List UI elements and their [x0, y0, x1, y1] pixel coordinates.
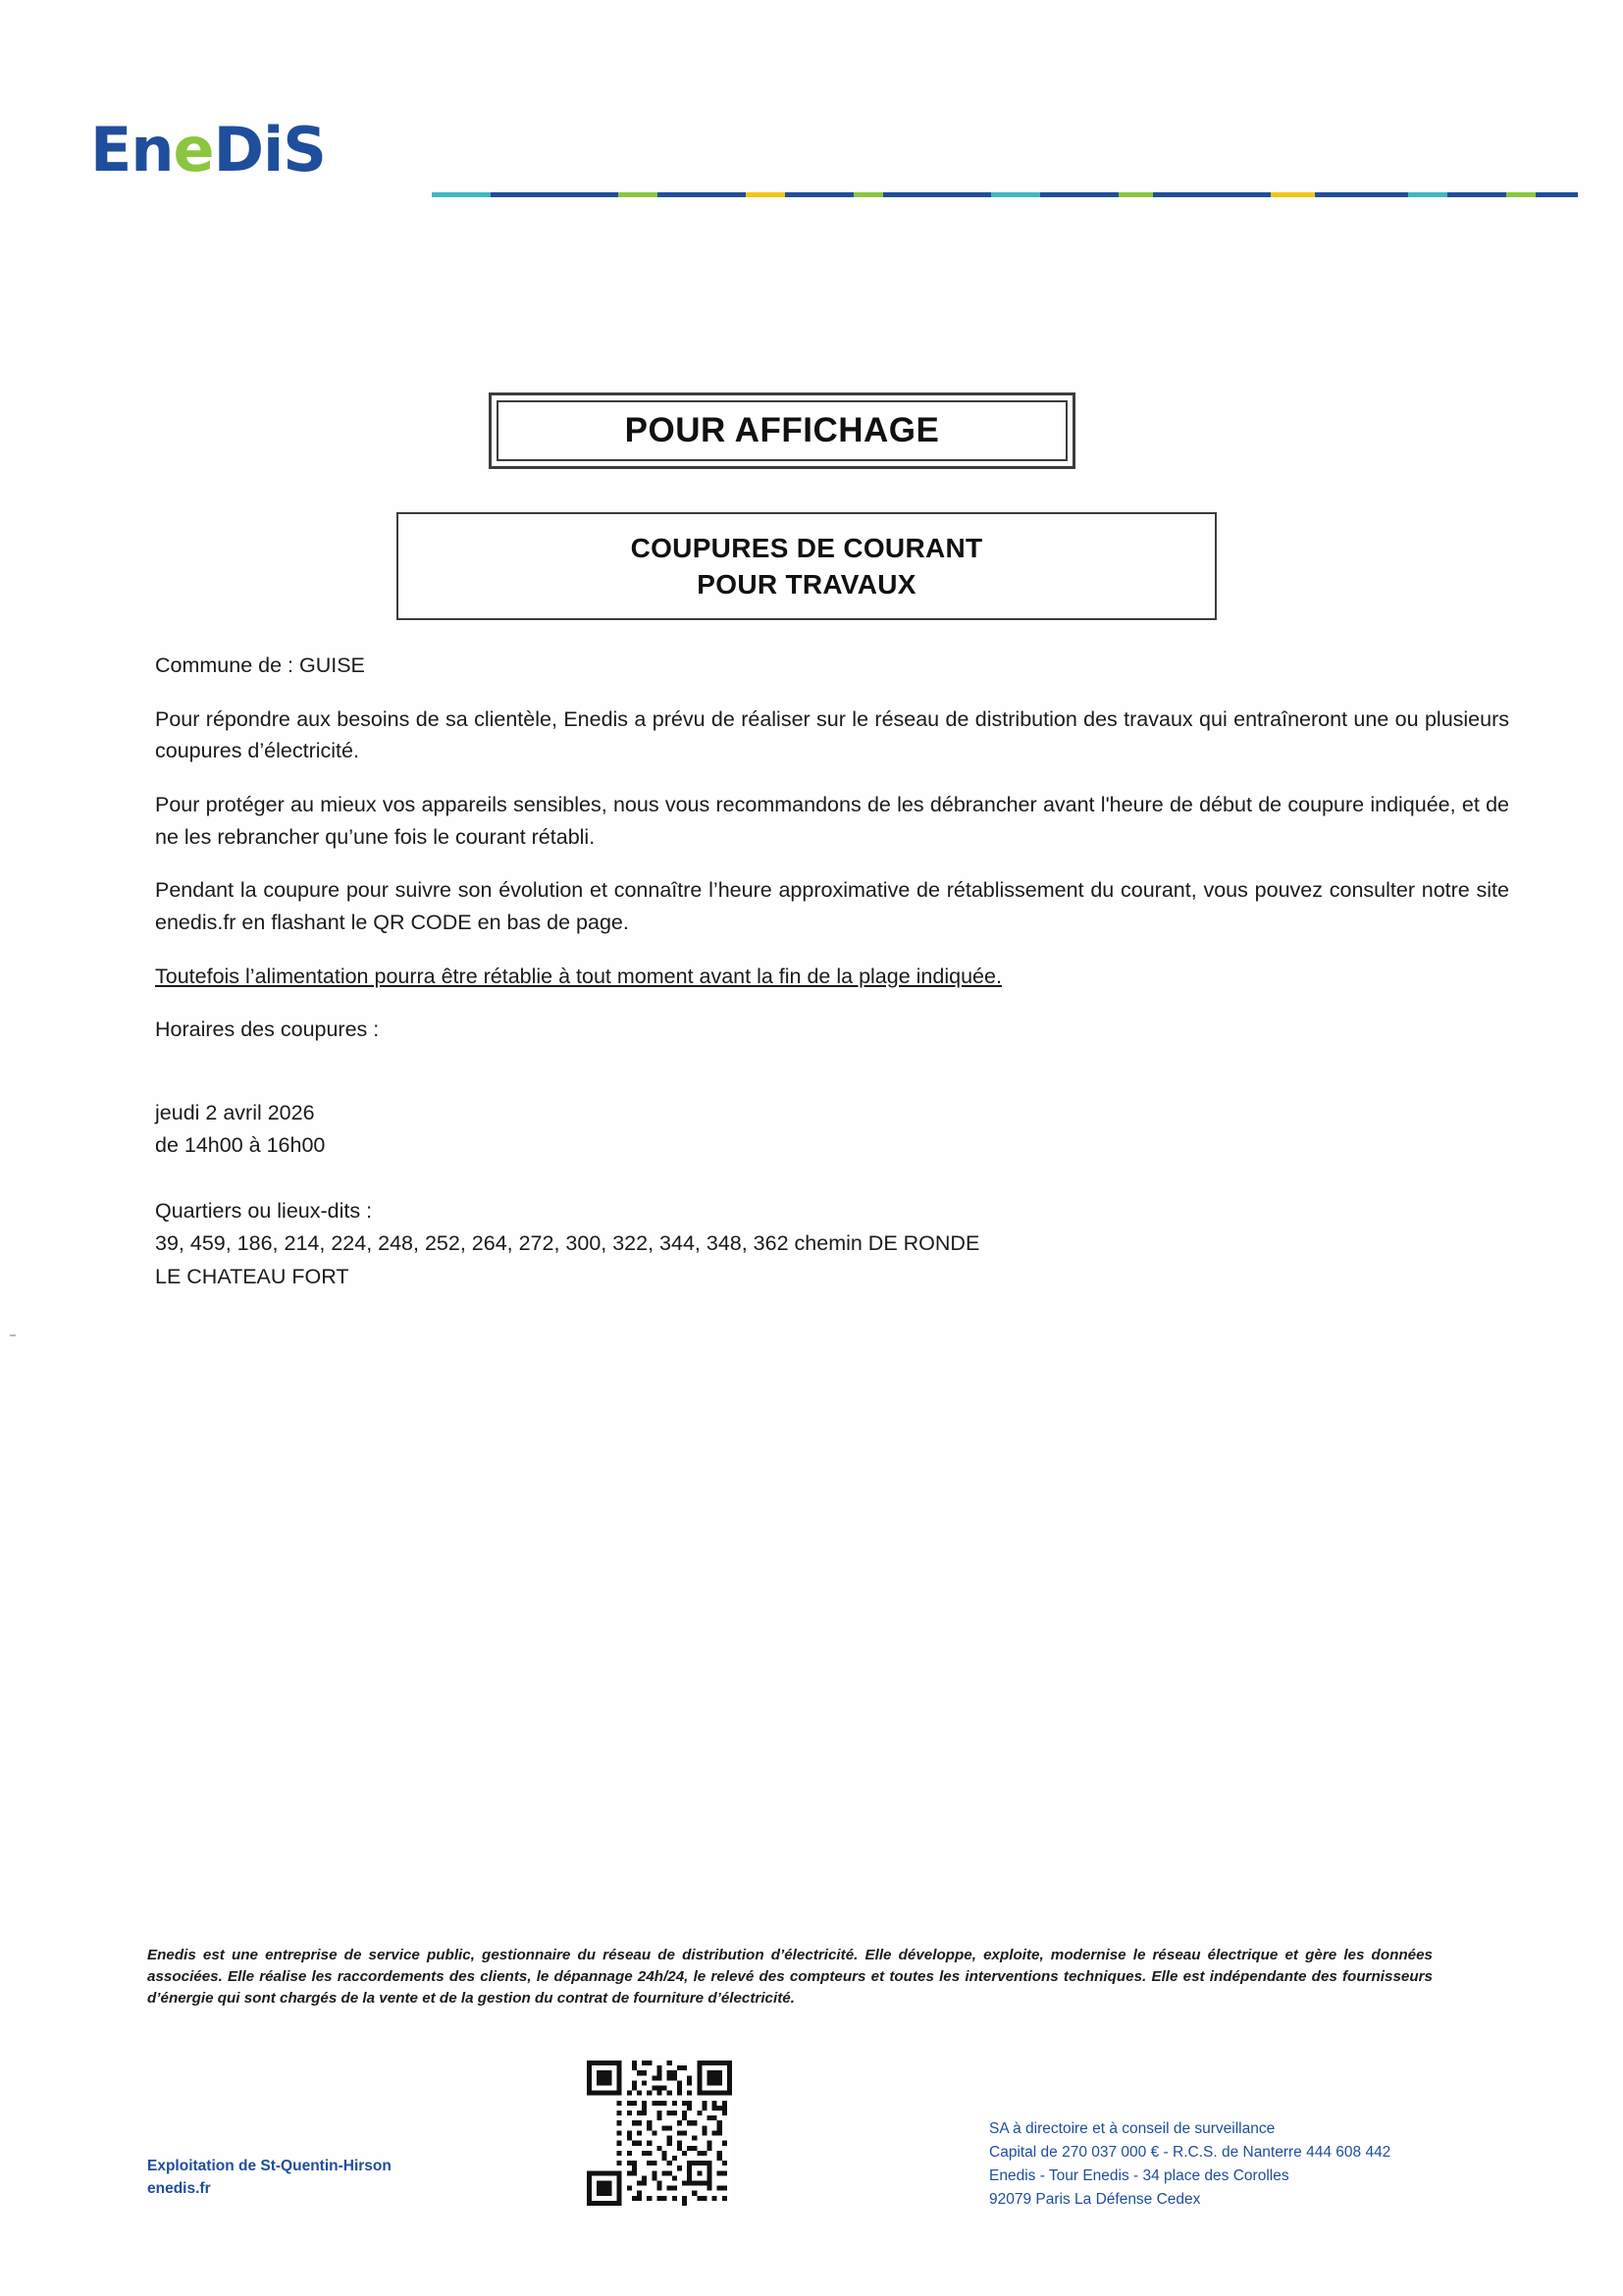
footer-right: [989, 2117, 1390, 2212]
quartiers-line-1: 39, 459, 186, 214, 224, 248, 252, 264, 272, 300, 322, 344, 348, 362 chemin DE RONDE: [155, 1231, 980, 1256]
logo-part-e: e: [173, 114, 214, 185]
paragraph-3: Pendant la coupure pour suivre son évolution et connaître l’heure approximative de rétablissement du courant, vous pouvez consulter notre site enedis.fr en flashant le QR CODE en bas de page.: [155, 878, 1509, 935]
schedule-block: [155, 1097, 1431, 1163]
quartiers-block: [155, 1195, 1431, 1293]
schedule-date: jeudi 2 avril 2026: [155, 1101, 315, 1124]
quartiers-line-2: LE CHATEAU FORT: [155, 1264, 349, 1288]
qr-code[interactable]: [587, 2061, 732, 2206]
horaires-label: Horaires des coupures :: [155, 1018, 380, 1042]
footer-company-form: SA à directoire et à conseil de surveillance: [989, 2120, 1276, 2137]
brand-rule: [432, 192, 1578, 197]
paragraph-4-tail: .: [995, 964, 1002, 988]
coupures-line-1: COUPURES DE COURANT: [630, 532, 983, 563]
pour-affichage-inner: [497, 400, 1068, 461]
enedis-logo-text: [90, 116, 424, 184]
footer-address-2: 92079 Paris La Défense Cedex: [989, 2191, 1201, 2209]
logo-part-dis: DiS: [213, 114, 326, 185]
footer-capital: Capital de 270 037 000 € - R.C.S. de Nanterre 444 608 442: [989, 2144, 1391, 2162]
quartiers-label: Quartiers ou lieux-dits :: [155, 1199, 373, 1223]
pour-affichage-title: POUR AFFICHAGE: [624, 411, 940, 449]
paragraph-4-text: Toutefois l’alimentation pourra être rétablie à tout moment avant la fin de la plage indiquée: [155, 964, 996, 988]
pour-affichage-box: [489, 392, 1075, 469]
footer-website[interactable]: enedis.fr: [147, 2180, 211, 2198]
paragraph-4-underlined: [155, 961, 1509, 993]
paragraph-2: Pour protéger au mieux vos appareils sensibles, nous vous recommandons de les débrancher avant l'heure de début de coupure indiquée, et de ne les rebrancher qu’une fois le courant rétabli.: [155, 793, 1509, 849]
enedis-logo: [90, 116, 424, 184]
footer-left: [147, 2155, 392, 2201]
logo-part-en: En: [90, 114, 174, 185]
commune-line: Commune de : GUISE: [155, 653, 365, 677]
paragraph-1: Pour répondre aux besoins de sa clientèle, Enedis a prévu de réaliser sur le réseau de distribution des travaux qui entraîneront une ou plusieurs coupures d’électricité.: [155, 706, 1509, 763]
coupures-title-box: [396, 512, 1217, 620]
footer-address-1: Enedis - Tour Enedis - 34 place des Corolles: [989, 2167, 1289, 2185]
legal-disclaimer: Enedis est une entreprise de service public, gestionnaire du réseau de distribution d’électricité. Elle développe, exploite, modernise le réseau électrique et gère les données associées. Elle réalise les raccordements des clients, le dépannage 24h/24, le relevé des compteurs et toutes les interventions techniques. Elle est indépendante des fournisseurs d’énergie qui sont chargés de la vente et de la gestion du contrat de fourniture d’électricité.: [147, 1947, 1433, 2008]
body-text: [155, 650, 1509, 1068]
coupures-line-2: POUR TRAVAUX: [697, 568, 916, 600]
qr-code-image: [587, 2061, 732, 2206]
scan-artifact: [10, 1334, 16, 1336]
footer-exploitation: Exploitation de St-Quentin-Hirson: [147, 2158, 392, 2174]
schedule-time: de 14h00 à 16h00: [155, 1133, 326, 1158]
